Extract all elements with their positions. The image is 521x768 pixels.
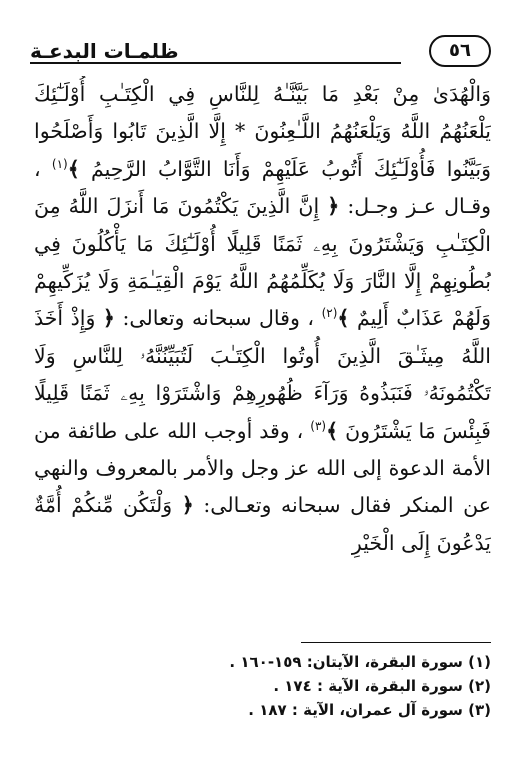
quran-bracket-close: ﴾ bbox=[326, 418, 339, 443]
quran-bracket-close: ﴾ bbox=[67, 156, 80, 181]
quran-bracket-open: ﴿ bbox=[181, 493, 194, 518]
quran-verse-4: وَلْتَكُن مِّنكُمْ أُمَّةٌ يَدْعُونَ إِلَى الْخَيْرِ bbox=[34, 493, 491, 555]
footnote-ref-2[interactable]: (٢) bbox=[321, 306, 338, 321]
footnote-3: (٣) سورة آل عمران، الآية : ١٨٧ . bbox=[248, 701, 491, 719]
quran-bracket-open: ﴿ bbox=[102, 306, 115, 331]
footnote-ref-1[interactable]: (١) bbox=[51, 156, 68, 171]
main-text bbox=[34, 76, 491, 636]
header-rule bbox=[30, 62, 401, 64]
footnote-1: (١) سورة البقرة، الآيتان: ١٥٩-١٦٠ . bbox=[229, 653, 491, 671]
quran-verse-2: إِنَّ الَّذِينَ يَكْتُمُونَ مَا أَنزَلَ اللَّهُ مِنَ الْكِتَـٰبِ وَيَشْتَرُونَ بِهِۦ ثَمَنًا قَلِيلًا أُوْلَـٰٓئِكَ مَا يَأْكُلُونَ فِي بُطُونِهِمْ إِلَّا النَّارَ وَلَا يُكَلِّمُهُمُ اللَّهُ يَوْمَ الْقِيَـٰمَةِ وَلَا يُزَكِّيهِمْ وَلَهُمْ عَذَابٌ أَلِيمٌ bbox=[34, 194, 491, 331]
narration-text: ، وقـال عـز وجـل: bbox=[34, 156, 491, 219]
footnote-rule bbox=[301, 642, 491, 643]
running-title: ظلمـات البدعـة bbox=[30, 39, 179, 63]
footnote-2: (٢) سورة البقرة، الآية : ١٧٤ . bbox=[273, 677, 491, 695]
footnotes bbox=[60, 650, 491, 722]
narration-text: ، وقد أوجب الله على طائفة من الأمة الدعوة إلى الله عز وجل والأمر بالمعروف والنهي عن المنكر فقال سبحانه وتعـالى: bbox=[34, 418, 491, 518]
narration-text: ، وقال سبحانه وتعالى: bbox=[122, 306, 315, 331]
quran-bracket-close: ﴾ bbox=[337, 306, 350, 331]
quran-bracket-open: ﴿ bbox=[327, 194, 340, 219]
page-number: ٥٦ bbox=[429, 35, 491, 67]
page-header bbox=[30, 30, 491, 72]
quran-verse-3: وَإِذْ أَخَذَ اللَّهُ مِيثَـٰقَ الَّذِينَ أُوتُوا الْكِتَـٰبَ لَتُبَيِّنُنَّهُۥ لِلنَّاسِ وَلَا تَكْتُمُونَهُۥ فَنَبَذُوهُ وَرَآءَ ظُهُورِهِمْ وَاشْتَرَوْا بِهِۦ ثَمَنًا قَلِيلًا فَبِئْسَ مَا يَشْتَرُونَ bbox=[34, 306, 491, 443]
quran-verse-1: وَالْهُدَىٰ مِنْ بَعْدِ مَا بَيَّنَّـٰهُ لِلنَّاسِ فِي الْكِتَـٰبِ أُوْلَـٰٓئِكَ يَلْعَنُهُمُ اللَّهُ وَيَلْعَنُهُمُ اللَّـٰعِنُونَ * إِلَّا الَّذِينَ تَابُوا وَأَصْلَحُوا وَبَيَّنُوا فَأُوْلَـٰٓئِكَ أَتُوبُ عَلَيْهِمْ وَأَنَا التَّوَّابُ الرَّحِيمُ bbox=[34, 82, 491, 181]
footnote-ref-3[interactable]: (٣) bbox=[310, 418, 327, 433]
